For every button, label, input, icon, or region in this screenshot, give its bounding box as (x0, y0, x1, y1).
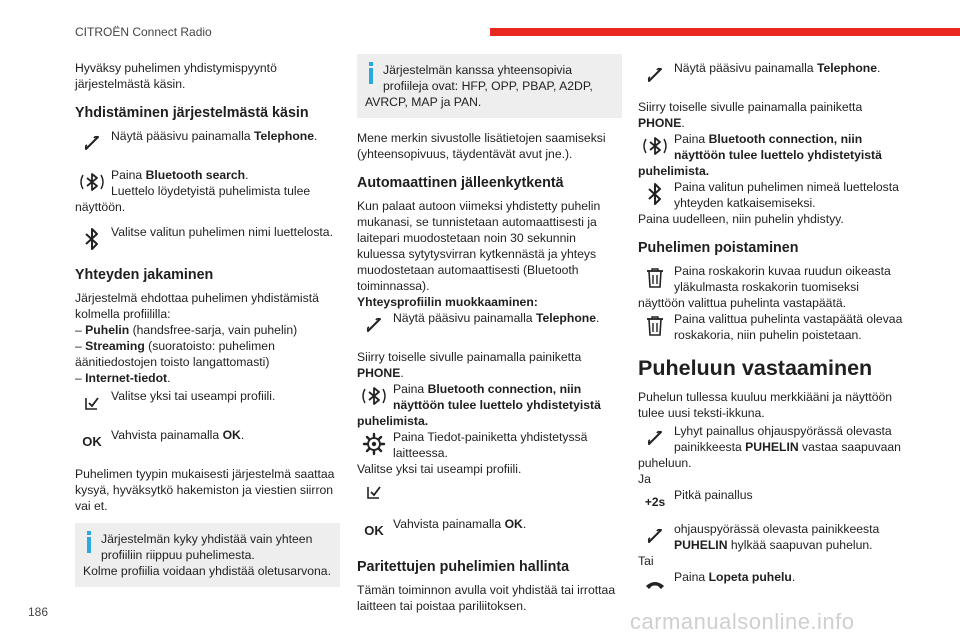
heading-remove-phone: Puhelimen poistaminen (638, 240, 799, 256)
phone-handset-icon (638, 521, 672, 551)
edit-profile-heading: Yhteysprofiilin muokkaaminen: (357, 295, 538, 309)
step-show-telephone: Näytä pääsivu painamalla Telephone. (357, 310, 622, 340)
step-show-telephone: Näytä pääsivu painamalla Telephone. (638, 60, 903, 90)
phone-page-text: Siirry toiselle sivulle painamalla painiketta PHONE. (638, 100, 863, 130)
hang-up-icon (638, 569, 672, 599)
phone-type-text: Puhelimen tyypin mukaisesti järjestelmä saattaa kysyä, hyväksytkö hakemiston ja viestien siirron vai et. (75, 467, 335, 513)
step-disconnect-phone: Paina valitun puhelimen nimeä luettelosta yhteyden katkaisemiseksi. (638, 179, 903, 211)
checkbox-check-icon (357, 477, 391, 507)
manage-text: Tämän toiminnon avulla voit yhdistää tai irrottaa laitteen tai poistaa pariliitoksen. (357, 583, 616, 613)
and-text: Ja (638, 472, 651, 486)
column-1 (75, 60, 340, 599)
page-number: 186 (28, 605, 49, 619)
watermark-text: carmanualsonline.info (630, 609, 855, 634)
info-note-profiles: Järjestelmän kyky yhdistää vain yhteen profiiliin riippuu puhelimesta. Kolme profiilia voidaan yhdistää oletusarvona. (75, 523, 340, 587)
heading-connection-sharing: Yhteyden jakaminen (75, 267, 214, 283)
reconnect-text: Paina uudelleen, niin puhelin yhdistyy. (638, 212, 844, 226)
step-device-details: Paina Tiedot-painiketta yhdistetyssä laitteessa. Valitse yksi tai useampi profiili. (357, 430, 588, 476)
phone-handset-icon (357, 310, 391, 340)
running-header-title: CITROËN Connect Radio (75, 25, 212, 39)
trash-icon (638, 263, 672, 293)
step-show-trash: Paina roskakorin kuvaa ruudun oikeasta yläkulmasta roskakorin tuomiseksi näyttöön valittua puhelinta vastapäätä. (638, 264, 891, 310)
step-end-call: Paina Lopeta puhelu. (638, 569, 903, 599)
long-press-icon: +2s (644, 495, 666, 509)
profile-item-streaming: – Streaming (suoratoisto: puhelimen äänitiedostojen toisto langattomasti) (75, 339, 275, 369)
gear-icon (357, 429, 391, 459)
profile-item-phone: – Puhelin (handsfree-sarja, vain puhelin) (75, 323, 298, 337)
step-select-profiles: Valitse yksi tai useampi profiili. (75, 388, 340, 418)
heading-answer-call: Puheluun vastaaminen (638, 356, 873, 380)
step-bluetooth-connection: Paina Bluetooth connection, niin näyttöön tulee luettelo yhdistetyistä puhelimista. (357, 382, 601, 428)
ok-icon: OK (364, 523, 384, 538)
heading-manage-phones: Paritettujen puhelimien hallinta (357, 559, 570, 575)
step-short-press: Lyhyt painallus ohjauspyörässä olevasta painikkeesta PUHELIN vastaa saapuvaan puheluun. (638, 424, 901, 470)
phone-handset-icon (75, 128, 109, 158)
phone-handset-icon (638, 423, 672, 453)
answer-text: Puhelun tullessa kuuluu merkkiääni ja näyttöön tulee uusi teksti-ikkuna. (638, 390, 893, 420)
ok-icon: OK (82, 434, 102, 449)
column-2 (357, 60, 622, 623)
heading-manual-pairing: Yhdistäminen järjestelmästä käsin (75, 105, 309, 121)
bluetooth-icon (75, 224, 109, 254)
or-text: Tai (638, 554, 654, 568)
more-info-text: Mene merkin sivustolle lisätietojen saamiseksi (yhteensopivuus, täydentävät avut jne.). (357, 131, 606, 161)
info-note-compatible: Järjestelmän kanssa yhteensopivia profiileja ovat: HFP, OPP, PBAP, A2DP, AVRCP, MAP ja PAN. (357, 54, 622, 118)
profile-item-internet: – Internet-tiedot. (75, 371, 171, 385)
bluetooth-icon (638, 179, 672, 209)
checkbox-check-icon (75, 388, 109, 418)
step-long-press: +2s Pitkä painallus (638, 487, 903, 517)
header-accent-bar (490, 28, 960, 36)
step-bluetooth-connection: Paina Bluetooth connection, niin näyttöön tulee luettelo yhdistetyistä puhelimista. (638, 132, 882, 178)
trash-icon (638, 311, 672, 341)
step-reject-call: ohjauspyörässä olevasta painikkeesta PUHELIN hylkää saapuvan puhelun. (638, 521, 903, 553)
step-show-telephone: Näytä pääsivu painamalla Telephone. (75, 128, 340, 158)
bluetooth-search-icon (75, 167, 109, 197)
heading-auto-reconnect: Automaattinen jälleenkytkentä (357, 175, 564, 191)
step-select-phone: Valitse valitun puhelimen nimi luettelosta. (75, 224, 340, 254)
intro-text: Hyväksy puhelimen yhdistymispyyntö järjestelmästä käsin. (75, 61, 277, 91)
step-confirm-ok: OK Vahvista painamalla OK. (75, 427, 340, 457)
step-confirm-ok: OK Vahvista painamalla OK. (357, 516, 622, 546)
step-select-profiles (357, 477, 622, 507)
info-icon (365, 62, 379, 92)
auto-reconnect-text: Kun palaat autoon viimeksi yhdistetty puhelin mukanasi, se tunnistetaan automaattisesti ja laitepari muodostetaan noin 30 sekunnin kuluessa sytytysvirran kytkennästä ja yhteys muodostetaan automaattisesti (Bluetooth toiminnassa). (357, 199, 601, 293)
step-delete-phone: Paina valittua puhelinta vastapäätä olevaa roskakoria, niin puhelin poistetaan. (638, 311, 903, 343)
share-text: Järjestelmä ehdottaa puhelimen yhdistämistä kolmella profiililla: (75, 291, 319, 321)
step-bluetooth-search: Paina Bluetooth search. Luettelo löydetyistä puhelimista tulee näyttöön. (75, 168, 311, 214)
phone-handset-icon (638, 60, 672, 90)
info-icon (83, 531, 97, 561)
bluetooth-search-icon (638, 131, 672, 161)
phone-page-text: Siirry toiselle sivulle painamalla painiketta PHONE. (357, 350, 582, 380)
bluetooth-search-icon (357, 381, 391, 411)
column-3 (638, 60, 903, 608)
